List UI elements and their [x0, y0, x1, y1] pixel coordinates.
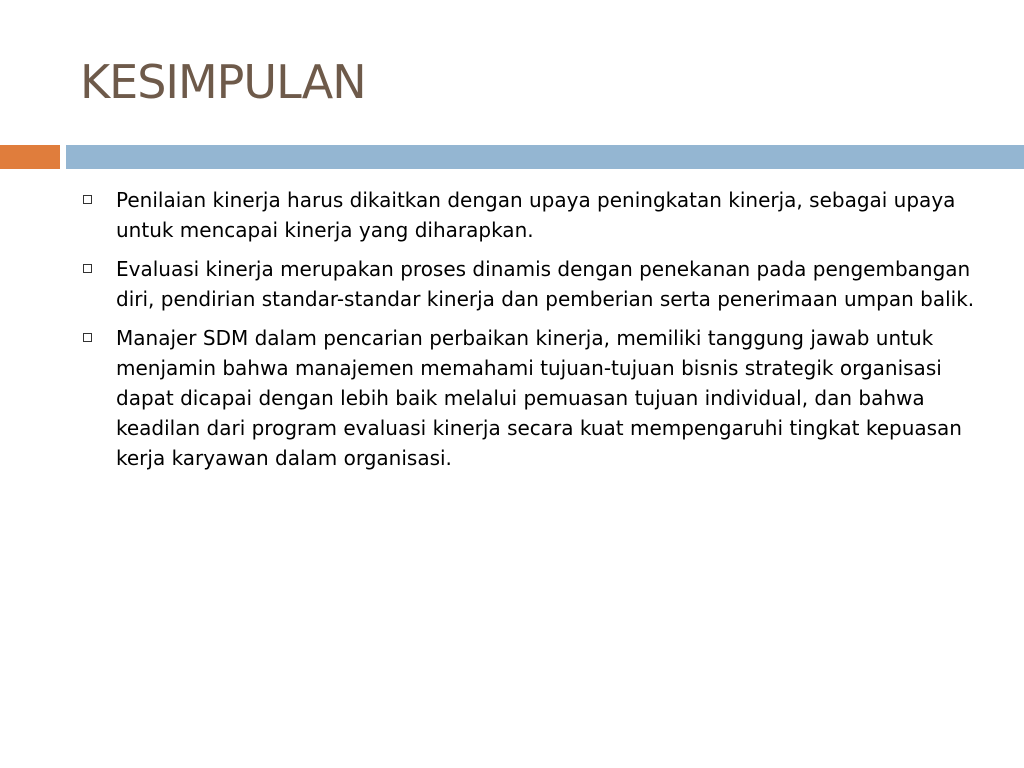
title-divider-bar	[66, 145, 1024, 169]
accent-bar	[0, 145, 60, 169]
square-outline-icon	[83, 264, 92, 273]
bullet-item	[80, 323, 975, 473]
square-outline-icon	[83, 195, 92, 204]
square-outline-icon	[83, 333, 92, 342]
bullet-list	[80, 185, 975, 482]
bullet-item	[80, 254, 975, 314]
bullet-text: Evaluasi kinerja merupakan proses dinamis dengan penekanan pada pengembangan diri, pendirian standar-standar kinerja dan pemberian serta penerimaan umpan balik.	[116, 257, 975, 311]
bullet-text: Manajer SDM dalam pencarian perbaikan kinerja, memiliki tanggung jawab untuk menjamin bahwa manajemen memahami tujuan-tujuan bisnis strategik organisasi dapat dicapai dengan lebih baik melalui pemuasan tujuan individual, dan bahwa keadilan dari program evaluasi kinerja secara kuat mempengaruhi tingkat kepuasan kerja karyawan dalam organisasi.	[116, 326, 962, 470]
bullet-item	[80, 185, 975, 245]
slide-title: KESIMPULAN	[80, 55, 366, 109]
bullet-text: Penilaian kinerja harus dikaitkan dengan upaya peningkatan kinerja, sebagai upaya untuk mencapai kinerja yang diharapkan.	[116, 188, 956, 242]
